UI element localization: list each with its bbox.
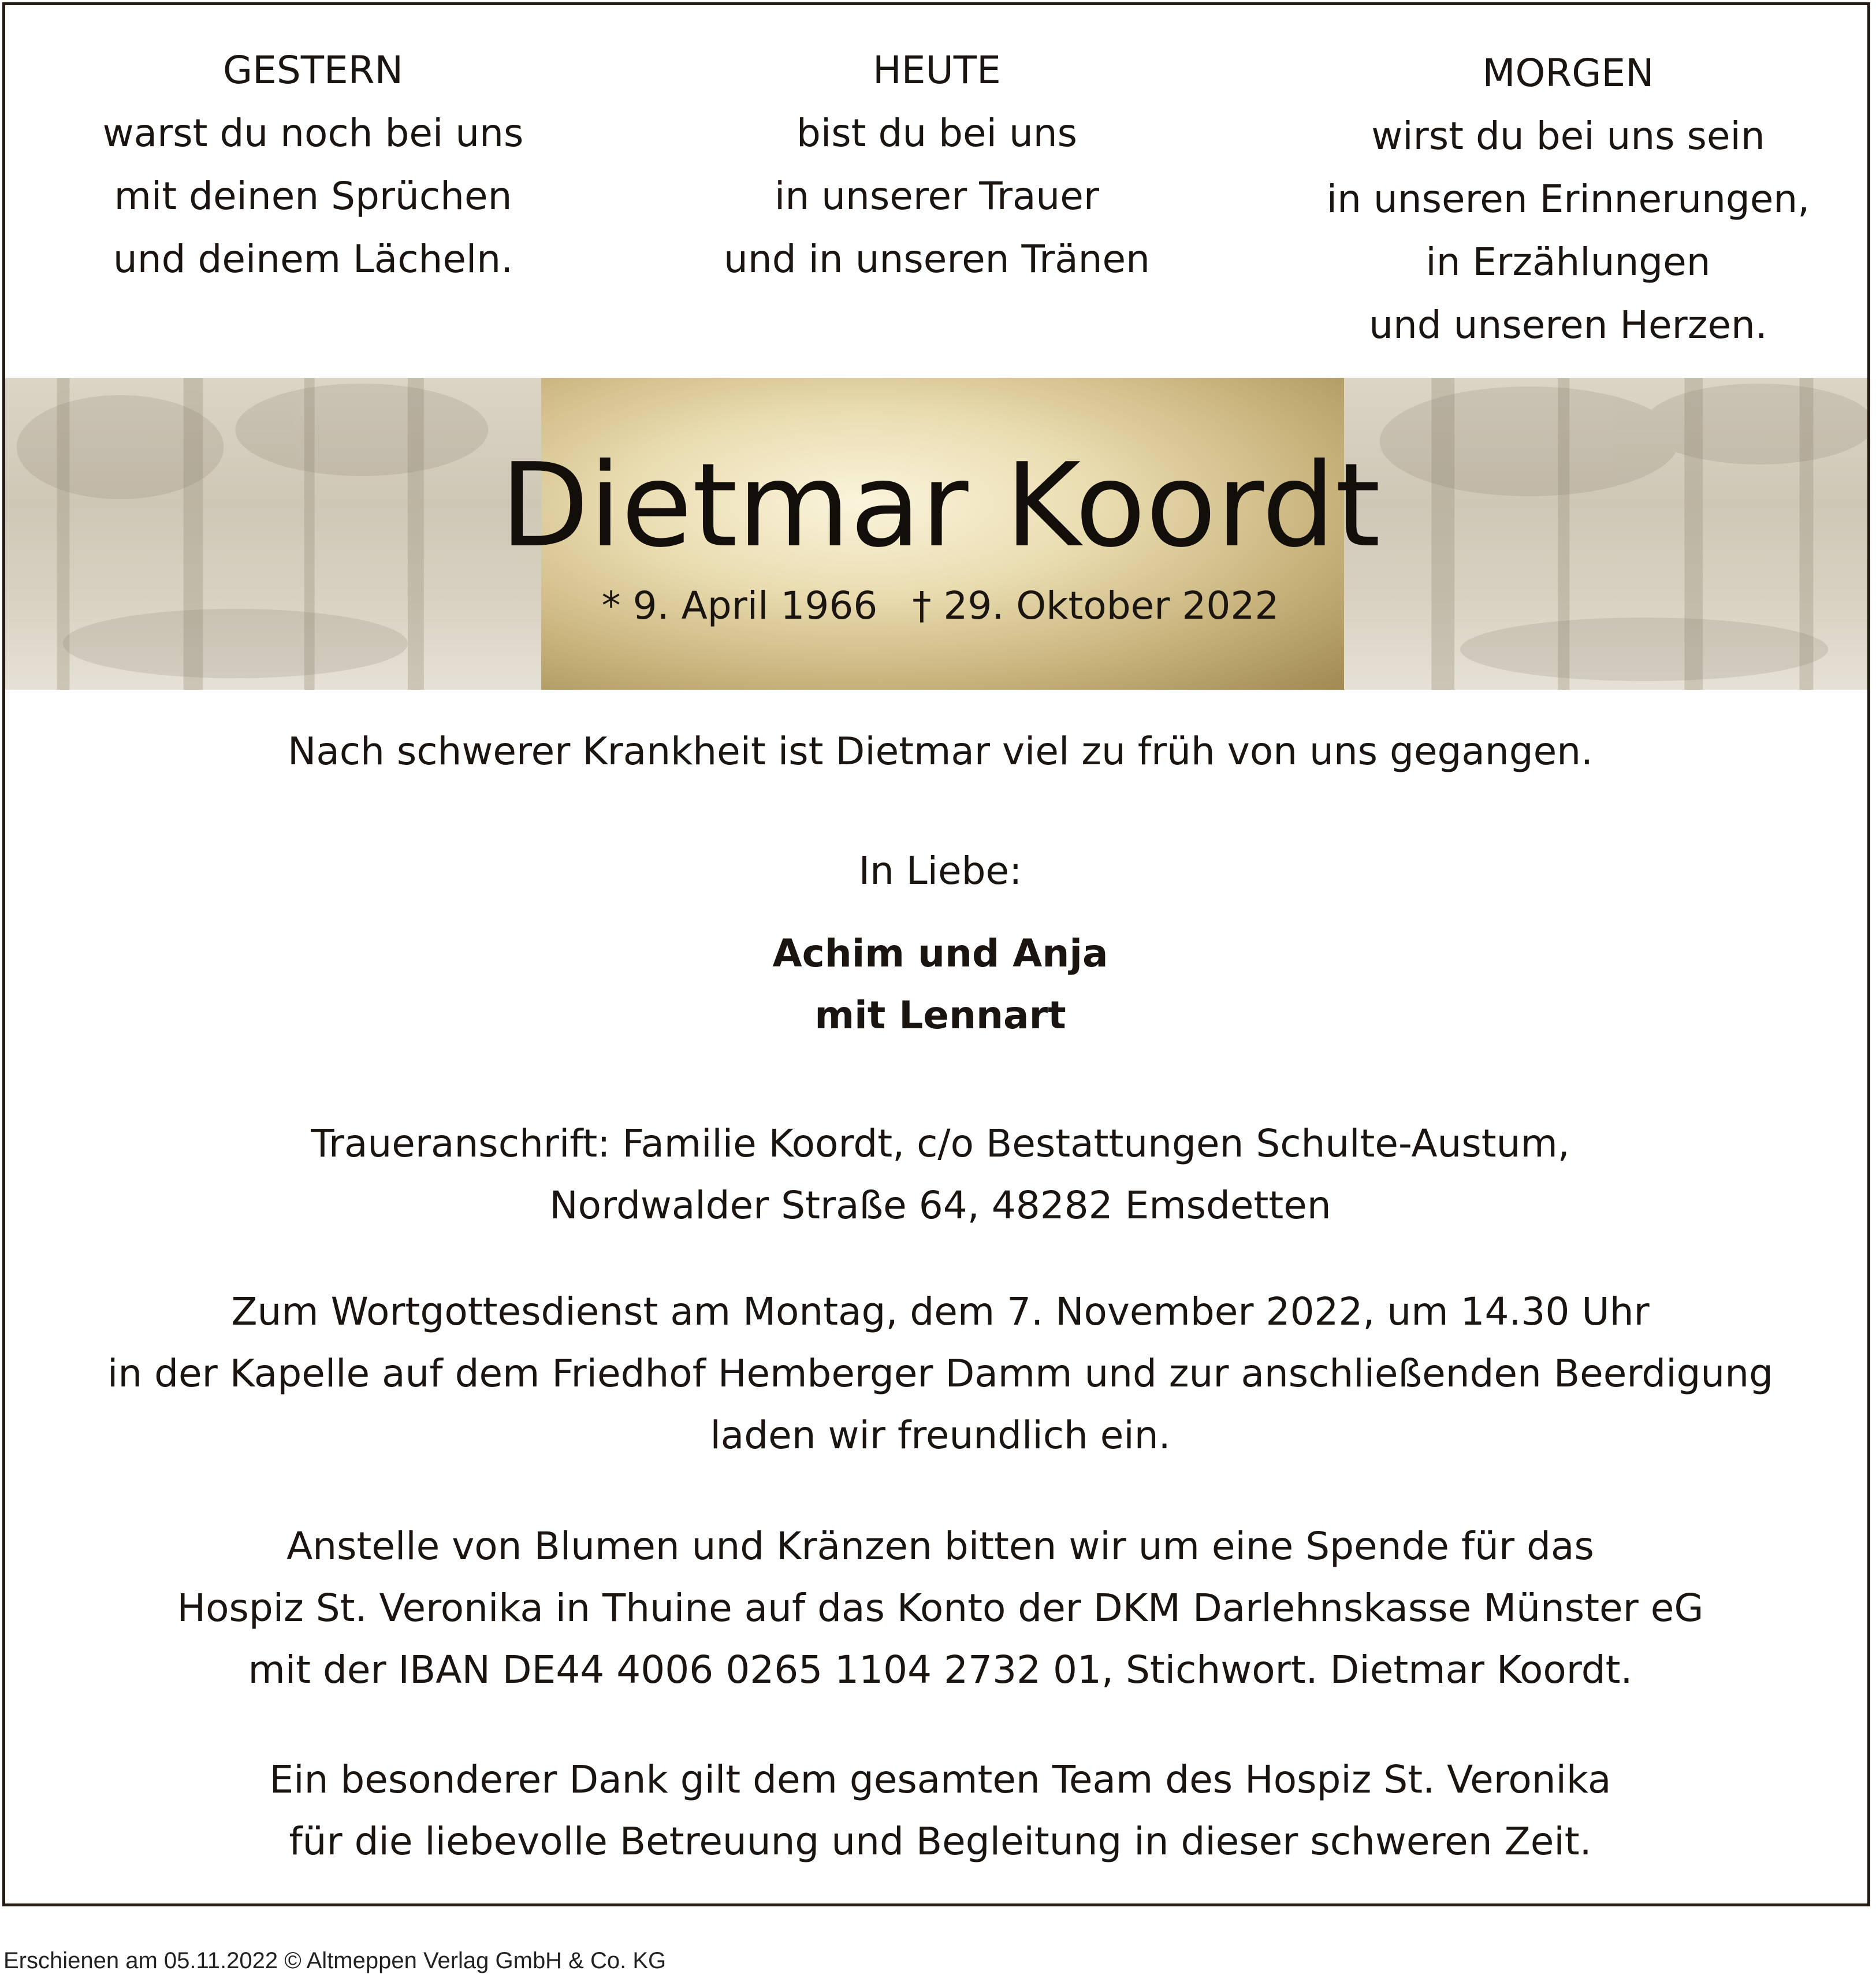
poem-heading: HEUTE — [873, 48, 1001, 92]
deceased-name: Dietmar Koordt — [500, 438, 1381, 573]
donation-line: Hospiz St. Veronika in Thuine auf das Konto der DKM Darlehnskasse Münster eG — [177, 1586, 1704, 1630]
poem-line: wirst du bei uns sein — [1371, 114, 1765, 158]
birth-date: * 9. April 1966 — [601, 583, 878, 628]
poem-column-heute — [648, 39, 1226, 291]
poem-line: mit deinen Sprüchen — [114, 174, 512, 218]
donation-line: mit der IBAN DE44 4006 0265 1104 2732 01, Stichwort. Dietmar Koordt. — [248, 1648, 1633, 1692]
service-line: in der Kapelle auf dem Friedhof Hemberger Damm und zur anschließenden Beerdigung — [107, 1351, 1773, 1396]
intro-text — [5, 720, 1870, 782]
poem-line: in unseren Erinnerungen, — [1326, 177, 1810, 221]
service-invitation — [5, 1281, 1870, 1466]
service-line: laden wir freundlich ein. — [710, 1413, 1171, 1458]
family-names — [5, 923, 1870, 1046]
poem-column-morgen — [1279, 42, 1857, 356]
poem-line: und unseren Herzen. — [1369, 303, 1767, 347]
poem-line: und in unseren Tränen — [724, 237, 1150, 281]
poem-line: warst du noch bei uns — [102, 111, 524, 155]
intro-line: Nach schwerer Krankheit ist Dietmar viel zu früh von uns gegangen. — [287, 729, 1594, 774]
donation-line: Anstelle von Blumen und Kränzen bitten wir um eine Spende für das — [286, 1524, 1594, 1568]
life-dates — [5, 583, 1867, 629]
publication-footer: Erschienen am 05.11.2022 © Altmeppen Verlag GmbH & Co. KG — [3, 1948, 667, 1973]
poem-heading: MORGEN — [1482, 51, 1654, 95]
address-line: Nordwalder Straße 64, 48282 Emsdetten — [549, 1183, 1331, 1228]
thanks-line: Ein besonderer Dank gilt dem gesamten Team des Hospiz St. Veronika — [269, 1757, 1611, 1802]
death-date: † 29. Oktober 2022 — [912, 583, 1279, 628]
forest-banner — [5, 378, 1867, 690]
mourning-address — [5, 1113, 1870, 1236]
poem-heading: GESTERN — [223, 48, 403, 92]
love-label — [5, 840, 1870, 902]
service-line: Zum Wortgottesdienst am Montag, dem 7. November 2022, um 14.30 Uhr — [231, 1289, 1650, 1334]
family-line: mit Lennart — [814, 993, 1066, 1038]
poem-column-gestern — [24, 39, 602, 291]
family-line: Achim und Anja — [772, 931, 1108, 976]
poem-line: bist du bei uns — [796, 111, 1078, 155]
poem-line: und deinem Lächeln. — [113, 237, 513, 281]
obituary-frame — [2, 2, 1870, 1906]
thanks-note — [5, 1749, 1870, 1872]
thanks-line: für die liebevolle Betreuung und Begleitung in dieser schweren Zeit. — [289, 1819, 1592, 1864]
donation-request — [5, 1515, 1870, 1701]
poem-row — [5, 39, 1867, 362]
love-label-text: In Liebe: — [858, 849, 1022, 893]
poem-line: in Erzählungen — [1425, 240, 1711, 284]
poem-line: in unserer Trauer — [775, 174, 1099, 218]
address-line: Traueranschrift: Familie Koordt, c/o Bestattungen Schulte-Austum, — [311, 1121, 1570, 1166]
